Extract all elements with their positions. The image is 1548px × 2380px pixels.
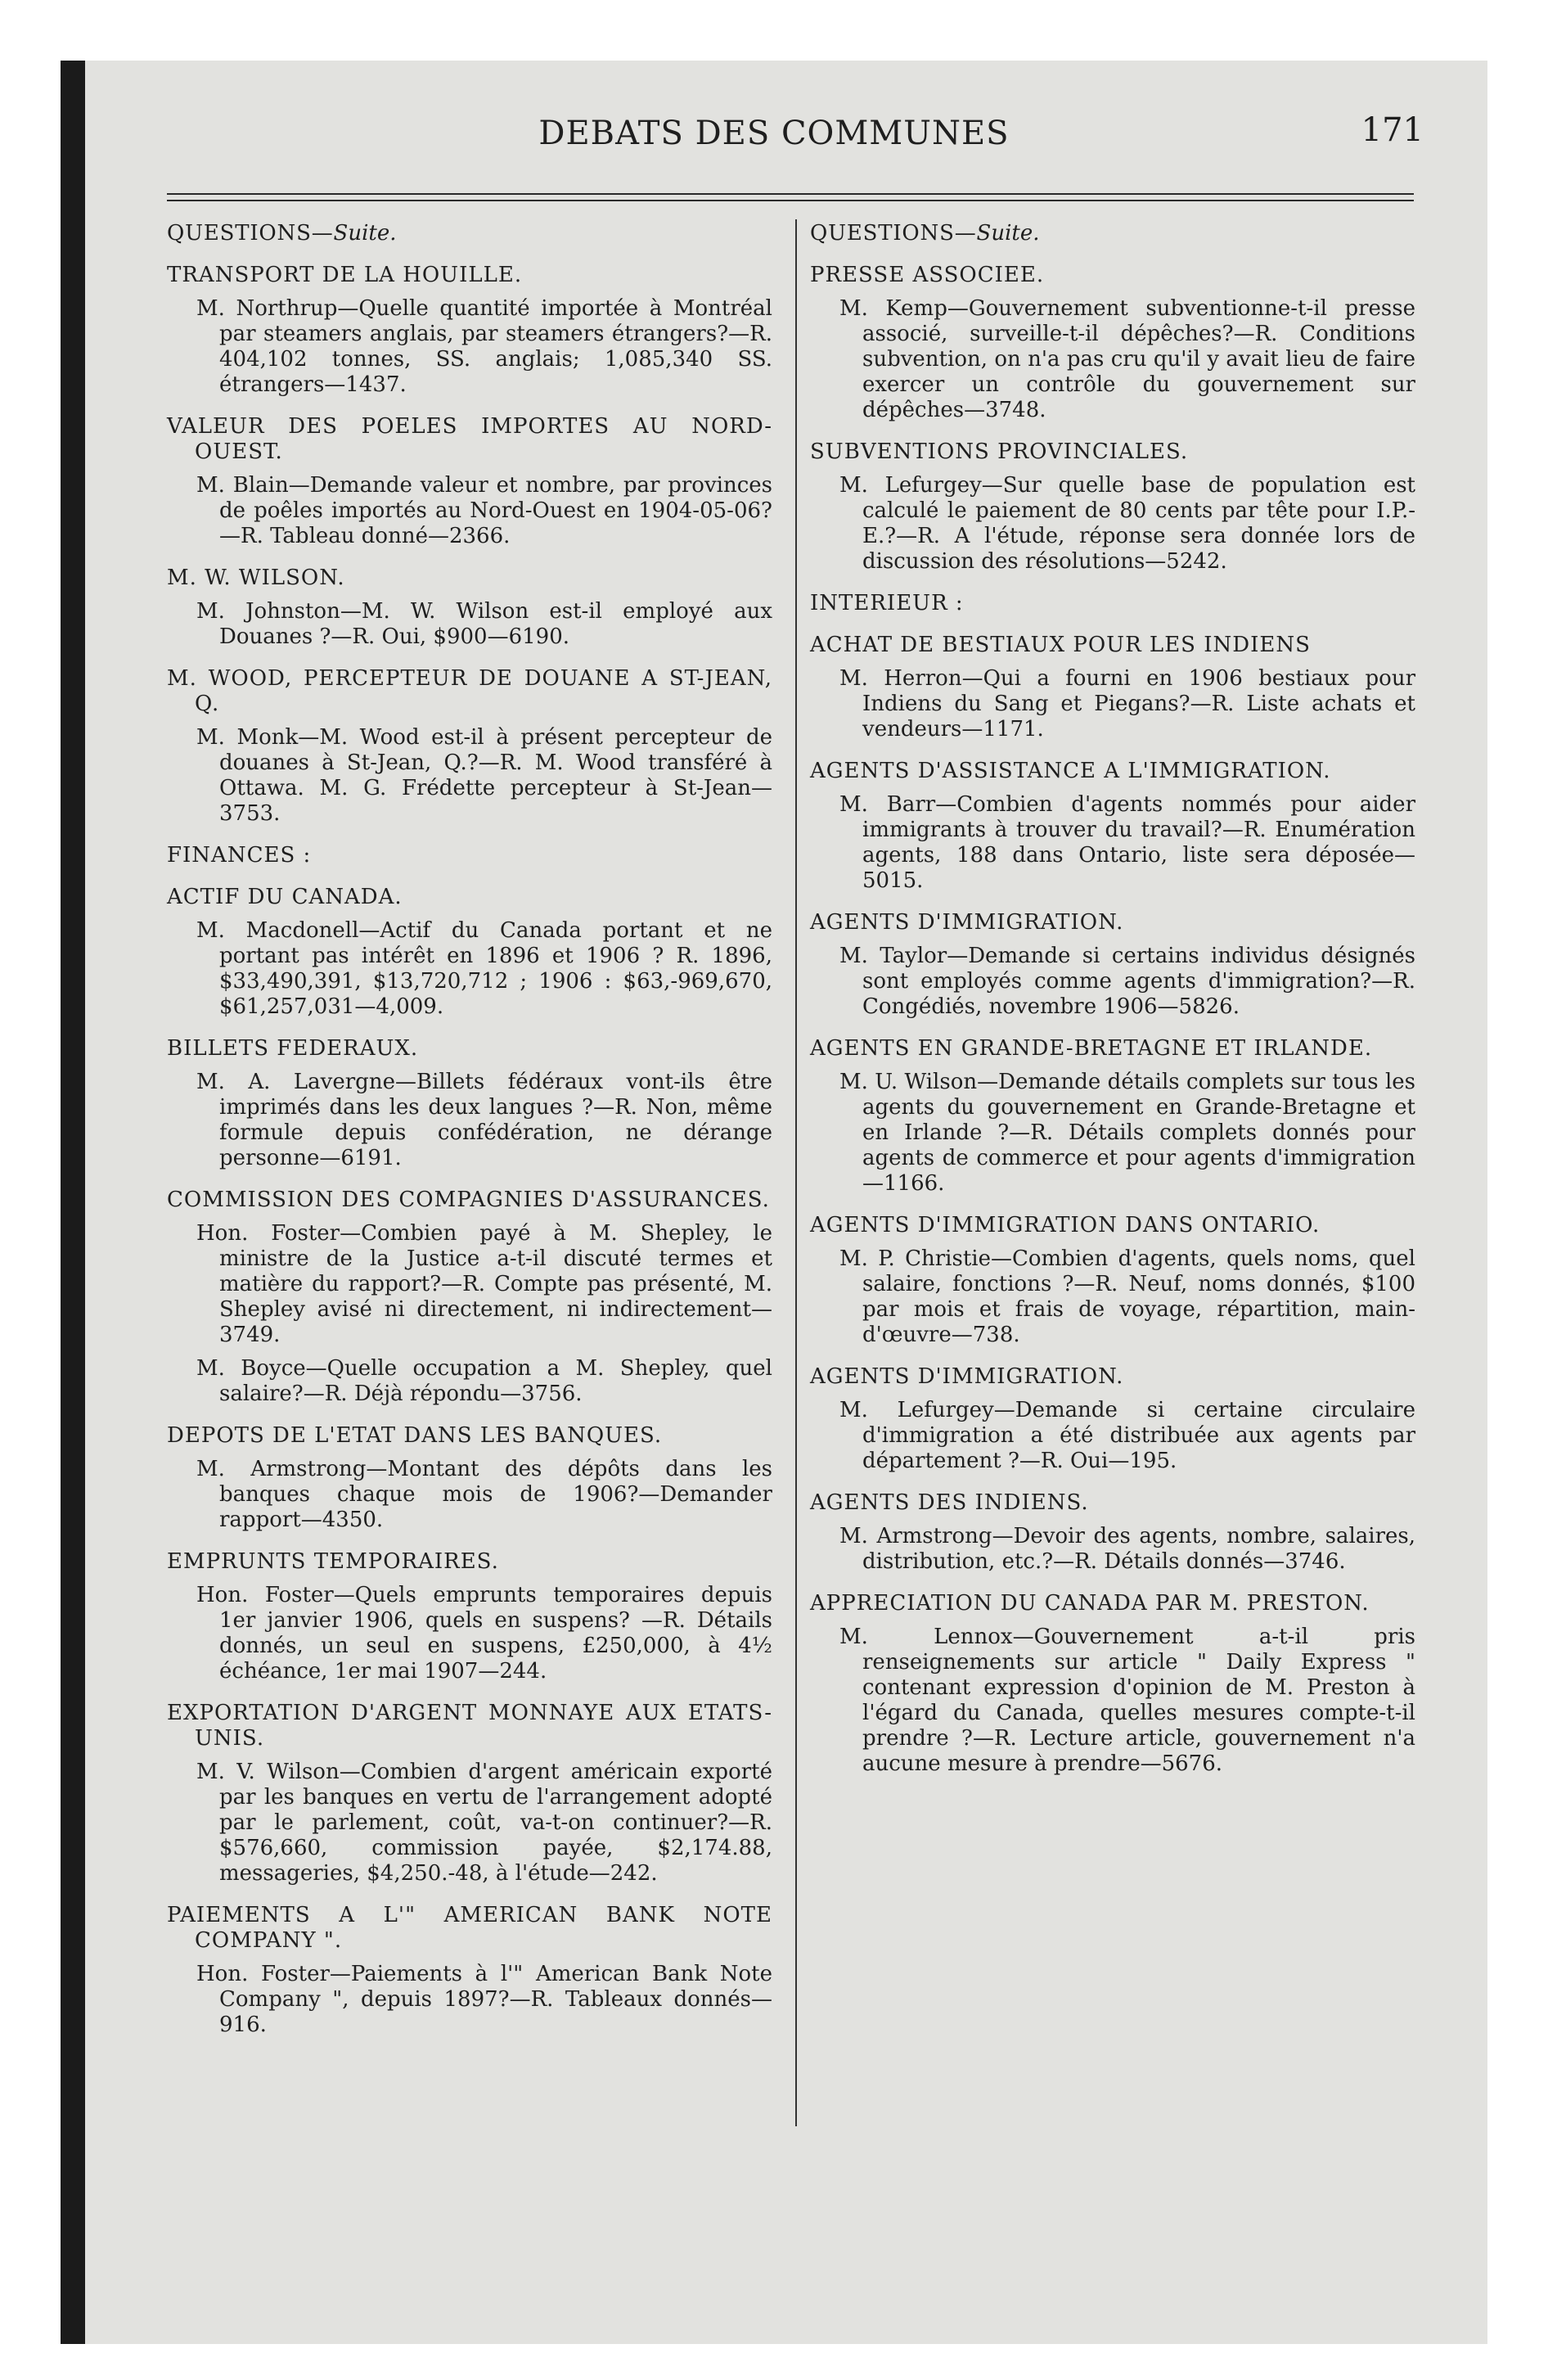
question-section	[810, 633, 1415, 742]
question-section	[167, 885, 772, 1020]
question-section	[810, 1591, 1415, 1777]
section-heading: BILLETS FEDERAUX.	[167, 1036, 419, 1061]
question-section	[167, 1701, 772, 1886]
header-rule-bottom	[167, 200, 1414, 201]
question-section	[810, 263, 1415, 423]
section-heading: EXPORTATION D'ARGENT MONNAYE AUX ETATS-UNIS.	[167, 1701, 772, 1751]
question-section	[167, 1549, 772, 1684]
question-section	[167, 1903, 772, 2038]
section-heading: SUBVENTIONS PROVINCIALES.	[810, 439, 1189, 464]
section-heading: M. W. WILSON.	[167, 566, 345, 590]
question-section	[167, 1188, 772, 1407]
question-section	[167, 566, 772, 650]
question-entry: M. Herron—Qui a fourni en 1906 bestiaux pour Indiens du Sang et Piegans?—R. Liste achats et vendeurs—1171.	[839, 666, 1415, 741]
section-heading: AGENTS EN GRANDE-BRETAGNE ET IRLANDE.	[810, 1036, 1373, 1061]
page-number: 171	[1361, 111, 1424, 149]
page-edge-shadow	[61, 61, 85, 2344]
section-heading: PRESSE ASSOCIEE.	[810, 263, 1045, 287]
question-section	[810, 591, 1415, 616]
question-section	[167, 1423, 772, 1533]
question-entry: M. Kemp—Gouvernement subventionne-t-il presse associé, surveille-t-il dépêches?—R. Conditions subvention, on n'a pas cru qu'il y avait lieu de faire exercer un contrôle du gouvernement sur dépêches—3748.	[839, 296, 1415, 422]
question-entry: M. Macdonell—Actif du Canada portant et ne portant pas intérêt en 1896 et 1906 ? R. 1896, $33,490,391, $13,720,712 ; 1906 : $63,-969,670, $61,257,031—4,009.	[196, 918, 772, 1019]
page-title: DEBATS DES COMMUNES	[538, 115, 1010, 152]
section-heading: AGENTS D'IMMIGRATION.	[810, 910, 1124, 935]
question-entry: M. Barr—Combien d'agents nommés pour aider immigrants à trouver du travail?—R. Enumération agents, 188 dans Ontario, liste sera déposée—5015.	[839, 792, 1415, 893]
question-entry: M. Johnston—M. W. Wilson est-il employé aux Douanes ?—R. Oui, $900—6190.	[196, 599, 772, 649]
section-heading: AGENTS D'ASSISTANCE A L'IMMIGRATION.	[810, 759, 1331, 783]
question-section	[810, 1213, 1415, 1348]
section-heading: INTERIEUR :	[810, 591, 964, 615]
section-heading: ACHAT DE BESTIAUX POUR LES INDIENS	[810, 633, 1311, 657]
question-entry: M. Boyce—Quelle occupation a M. Shepley, quel salaire?—R. Déjà répondu—3756.	[196, 1356, 772, 1406]
question-entry: M. V. Wilson—Combien d'argent américain exporté par les banques en vertu de l'arrangement adopté par le parlement, coût, va-t-on continuer?—R. $576,660, commission payée, $2,174.88, messageries, $4,250.-48, à l'étude—242.	[196, 1760, 772, 1886]
question-entry: Hon. Foster—Quels emprunts temporaires depuis 1er janvier 1906, quels en suspens? —R. Détails donnés, un seul en suspens, £250,000, à 4½ échéance, 1er mai 1907—244.	[196, 1583, 772, 1684]
question-entry: M. A. Lavergne—Billets fédéraux vont-ils être imprimés dans les deux langues ?—R. Non, même formule depuis confédération, ne dérange personne—6191.	[196, 1070, 772, 1170]
question-section	[810, 1036, 1415, 1197]
continuation-italic: Suite.	[333, 221, 397, 246]
question-section	[810, 1364, 1415, 1474]
question-section	[810, 759, 1415, 894]
question-section	[167, 414, 772, 549]
question-entry: M. Blain—Demande valeur et nombre, par provinces de poêles importés au Nord-Ouest en 1904-05-06?—R. Tableau donné—2366.	[196, 473, 772, 548]
section-heading: DEPOTS DE L'ETAT DANS LES BANQUES.	[167, 1423, 663, 1448]
question-entry: M. P. Christie—Combien d'agents, quels noms, quel salaire, fonctions ?—R. Neuf, noms donnés, $100 par mois et frais de voyage, répartition, main-d'œuvre—738.	[839, 1246, 1415, 1347]
section-heading: AGENTS D'IMMIGRATION.	[810, 1364, 1124, 1389]
left-column	[167, 221, 772, 2038]
question-entry: M. Lennox—Gouvernement a-t-il pris renseignements sur article " Daily Express " contenant expression d'opinion de M. Preston à l'égard du Canada, quelles mesures compte-t-il prendre ?—R. Lecture article, gouvernement n'a aucune mesure à prendre—5676.	[839, 1625, 1415, 1776]
question-entry: M. Lefurgey—Sur quelle base de population est calculé le paiement de 80 cents par tête pour I.P.-E.?—R. A l'étude, réponse sera donnée lors de discussion des résolutions—5242.	[839, 473, 1415, 574]
question-entry: M. Armstrong—Montant des dépôts dans les banques chaque mois de 1906?—Demander rapport—4350.	[196, 1457, 772, 1532]
question-section	[167, 1036, 772, 1171]
section-heading: APPRECIATION DU CANADA PAR M. PRESTON.	[810, 1591, 1370, 1616]
section-heading: VALEUR DES POELES IMPORTES AU NORD-OUEST.	[167, 414, 772, 464]
section-heading: AGENTS D'IMMIGRATION DANS ONTARIO.	[810, 1213, 1321, 1237]
section-heading: M. WOOD, PERCEPTEUR DE DOUANE A ST-JEAN, Q.	[167, 666, 772, 716]
question-entry: M. Taylor—Demande si certains individus désignés sont employés comme agents d'immigration?—R. Congédiés, novembre 1906—5826.	[839, 944, 1415, 1019]
question-section	[167, 263, 772, 398]
section-heading: EMPRUNTS TEMPORAIRES.	[167, 1549, 499, 1574]
question-entry: M. Armstrong—Devoir des agents, nombre, salaires, distribution, etc.?—R. Détails donnés—3746.	[839, 1524, 1415, 1574]
question-section	[810, 910, 1415, 1020]
section-heading: FINANCES :	[167, 843, 312, 868]
column-divider	[795, 219, 797, 2126]
header-rule-top	[167, 193, 1414, 195]
question-entry: Hon. Foster—Paiements à l'" American Bank Note Company ", depuis 1897?—R. Tableaux donnés—916.	[196, 1962, 772, 2037]
section-heading: PAIEMENTS A L'" AMERICAN BANK NOTE COMPANY ".	[167, 1903, 772, 1953]
continuation-label: QUESTIONS—	[167, 221, 334, 246]
continuation-italic: Suite.	[976, 221, 1040, 246]
question-section	[810, 439, 1415, 575]
section-heading: AGENTS DES INDIENS.	[810, 1490, 1089, 1515]
continuation-heading	[810, 221, 1415, 246]
question-entry: Hon. Foster—Combien payé à M. Shepley, le ministre de la Justice a-t-il discuté termes et matière du rapport?—R. Compte pas présenté, M. Shepley avisé ni directement, ni indirectement—3749.	[196, 1221, 772, 1347]
section-heading: TRANSPORT DE LA HOUILLE.	[167, 263, 523, 287]
section-heading: COMMISSION DES COMPAGNIES D'ASSURANCES.	[167, 1188, 770, 1212]
question-entry: M. Northrup—Quelle quantité importée à Montréal par steamers anglais, par steamers étrangers?—R. 404,102 tonnes, SS. anglais; 1,085,340 SS. étrangers—1437.	[196, 296, 772, 397]
question-entry: M. Lefurgey—Demande si certaine circulaire d'immigration a été distribuée aux agents par département ?—R. Oui—195.	[839, 1398, 1415, 1473]
question-section	[167, 843, 772, 868]
section-heading: ACTIF DU CANADA.	[167, 885, 403, 909]
continuation-label: QUESTIONS—	[810, 221, 977, 246]
question-section	[167, 666, 772, 827]
question-section	[810, 1490, 1415, 1575]
question-entry: M. U. Wilson—Demande détails complets sur tous les agents du gouvernement en Grande-Bretagne et en Irlande ?—R. Détails complets donnés pour agents de commerce et pour agents d'immigration—1166.	[839, 1070, 1415, 1196]
question-entry: M. Monk—M. Wood est-il à présent percepteur de douanes à St-Jean, Q.?—R. M. Wood transféré à Ottawa. M. G. Frédette percepteur à St-Jean—3753.	[196, 725, 772, 826]
right-column	[810, 221, 1415, 1777]
continuation-heading	[167, 221, 772, 246]
